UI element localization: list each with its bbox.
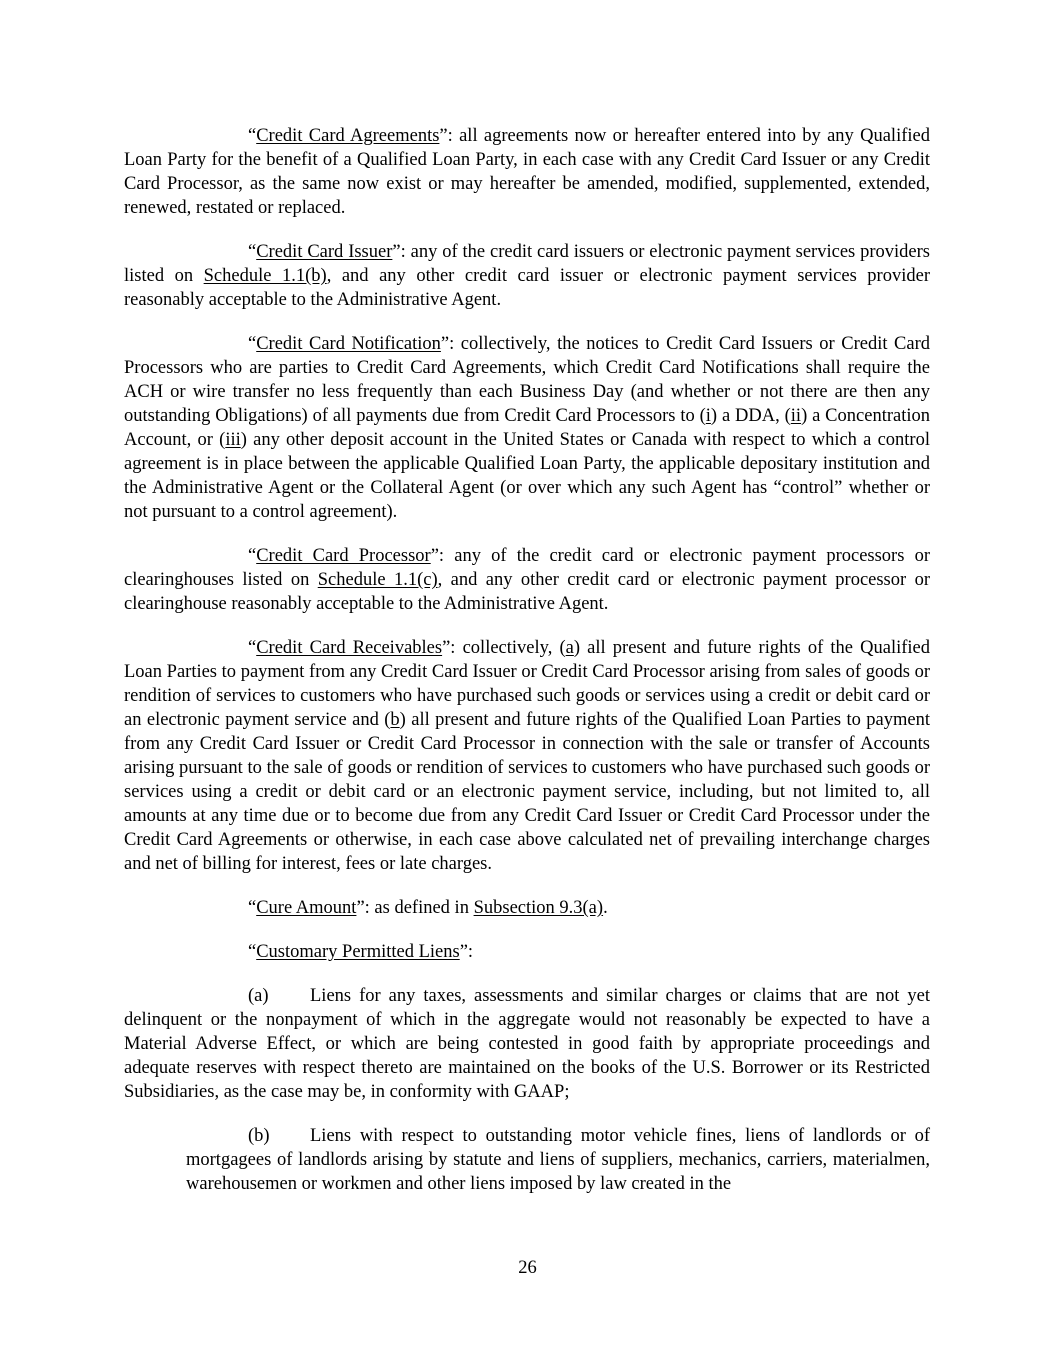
definition-text: ) a Concentration Account, or ( — [124, 406, 930, 450]
enumeration-marker: iii — [225, 430, 241, 450]
subsection-reference: Subsection 9.3(a) — [473, 898, 604, 918]
clause-label: (a) — [248, 986, 269, 1006]
enumeration-marker: ii — [790, 406, 802, 426]
close-quote: ”: — [430, 546, 445, 566]
enumeration-marker: a — [565, 638, 574, 658]
definition-cure-amount — [124, 896, 930, 920]
definition-credit-card-processor — [124, 544, 930, 616]
defined-term: Credit Card Processor — [256, 546, 431, 566]
document-body — [124, 124, 930, 1216]
close-quote: ”: — [459, 942, 474, 962]
defined-term: Cure Amount — [256, 898, 357, 918]
clause-text: Liens for any taxes, assessments and similar charges or claims that are not yet delinquent or the nonpayment of which in the aggregate would not reasonably be expected to have a Material Adverse Effect, or which are being contested in good faith by appropriate proceedings and adequate reserves with respect thereto are maintained on the books of the U.S. Borrower or its Restricted Subsidiaries, as the case may be, in conformity with GAAP; — [124, 986, 930, 1102]
close-quote: ”: — [442, 638, 456, 658]
defined-term: Credit Card Agreements — [256, 126, 440, 146]
definition-text: , and any other credit card issuer or electronic payment services provider reasonably acceptable to the Administrative Agent. — [124, 266, 930, 310]
definition-text: collectively, ( — [455, 638, 566, 658]
defined-term: Credit Card Notification — [256, 334, 441, 354]
definition-text: ) all present and future rights of the Qualified Loan Parties to payment from any Credit Card Issuer or Credit Card Processor arising from sales of goods or rendition of services to customers who have purchased such goods or services using a credit or debit card or an electronic payment service and ( — [124, 638, 930, 730]
close-quote: ”: — [440, 334, 455, 354]
open-quote: “ — [248, 126, 257, 146]
defined-term: Customary Permitted Liens — [256, 942, 460, 962]
definition-customary-permitted-liens — [124, 940, 930, 964]
definition-credit-card-issuer — [124, 240, 930, 312]
definition-text: all agreements now or hereafter entered into by any Qualified Loan Party for the benefit of a Qualified Loan Party, in each case with any Credit Card Issuer or any Credit Card Processor, as the same now exist or may hereafter be amended, modified, supplemented, extended, renewed, restated or replaced. — [124, 126, 930, 218]
enumeration-marker: b — [390, 710, 400, 730]
clause-a — [124, 984, 930, 1104]
schedule-reference: Schedule 1.1(c) — [317, 570, 438, 590]
open-quote: “ — [248, 898, 257, 918]
definition-credit-card-agreements — [124, 124, 930, 220]
close-quote: ”: — [439, 126, 453, 146]
definition-text: as defined in — [369, 898, 474, 918]
open-quote: “ — [248, 638, 257, 658]
definition-text: any of the credit card or electronic payment processors or clearinghouses listed on — [124, 546, 930, 590]
page-number: 26 — [518, 1258, 537, 1278]
clause-b — [186, 1124, 930, 1196]
open-quote: “ — [248, 942, 257, 962]
defined-term: Credit Card Issuer — [256, 242, 393, 262]
definition-text: ) all present and future rights of the Qualified Loan Parties to payment from any Credit Card Issuer or Credit Card Processor in connection with the sale or transfer of Accounts arising pursuant to the sale of goods or rendition of services to customers who have purchased such goods or services using a credit or debit card or an electronic payment service, including, but not limited to, all amounts at any time due or to become due from any Credit Card Issuer or Credit Card Processor under the Credit Card Agreements or otherwise, in each case above calculated net of prevailing interchange charges and net of billing for interest, fees or late charges. — [124, 710, 931, 874]
schedule-reference: Schedule 1.1(b) — [203, 266, 327, 286]
definition-text: any of the credit card issuers or electronic payment services providers listed on — [124, 242, 930, 286]
enumeration-marker: i — [705, 406, 711, 426]
definition-text: , and any other credit card or electronic payment processor or clearinghouse reasonably acceptable to the Administrative Agent. — [124, 570, 930, 614]
definition-text: ) a DDA, ( — [710, 406, 791, 426]
definition-credit-card-receivables — [124, 636, 930, 876]
open-quote: “ — [248, 242, 257, 262]
close-quote: ”: — [356, 898, 370, 918]
definition-text: . — [603, 898, 608, 918]
definition-credit-card-notification — [124, 332, 930, 524]
open-quote: “ — [248, 334, 257, 354]
close-quote: ”: — [392, 242, 406, 262]
open-quote: “ — [248, 546, 257, 566]
definition-text: collectively, the notices to Credit Card Issuers or Credit Card Processors who are parties to Credit Card Agreements, which Credit Card Notifications shall require the ACH or wire transfer no less frequently than each Business Day (and whether or not there are then any outstanding Obligations) of all payments due from Credit Card Processors to ( — [124, 334, 930, 426]
clause-label: (b) — [248, 1126, 270, 1146]
clause-text: Liens with respect to outstanding motor vehicle fines, liens of landlords or of mortgagees of landlords arising by statute and liens of suppliers, mechanics, carriers, materialmen, warehousemen or workmen and other liens imposed by law created in the — [186, 1126, 930, 1194]
defined-term: Credit Card Receivables — [256, 638, 443, 658]
definition-text: ) any other deposit account in the United States or Canada with respect to which a control agreement is in place between the applicable Qualified Loan Party, the applicable depositary institution and the Administrative Agent or the Collateral Agent (or over which any such Agent has “control” whether or not pursuant to a control agreement). — [124, 430, 930, 522]
